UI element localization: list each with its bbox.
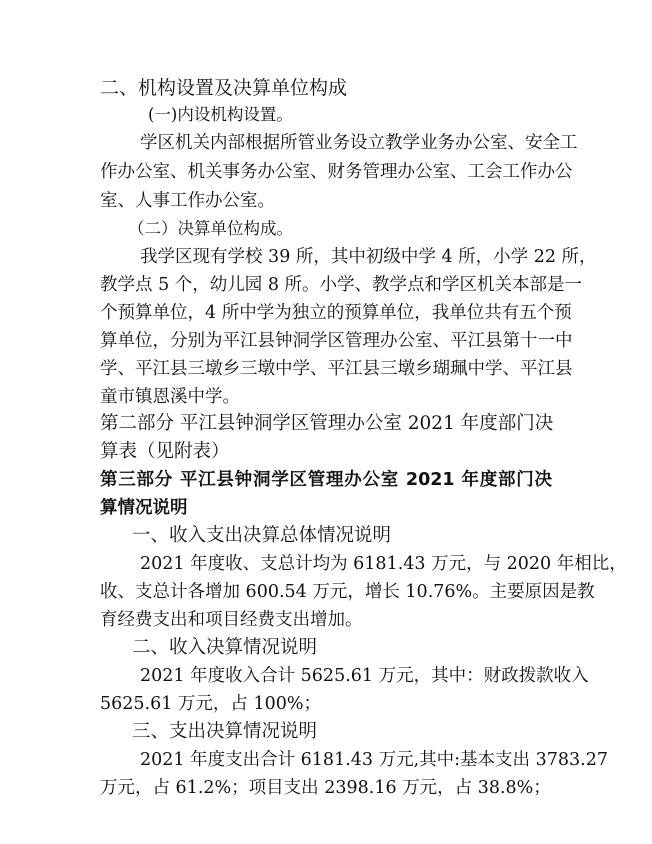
paragraph-line: 2021 年度收、支总计均为 6181.43 万元，与 2020 年相比， — [140, 554, 627, 574]
paragraph-line: 教学点 5 个，幼儿园 8 所。小学、教学点和学区机关本部是一 — [100, 275, 583, 295]
part-heading: 第二部分 平江县钟洞学区管理办公室 2021 年度部门决 — [100, 413, 554, 434]
subsection-heading: (一)内设机构设置。 — [148, 105, 293, 124]
part-heading: 第三部分 平江县钟洞学区管理办公室 2021 年度部门决 — [100, 470, 552, 490]
part-heading: 算情况说明 — [100, 498, 188, 518]
paragraph-line: 5625.61 万元，占 100%； — [100, 694, 322, 714]
paragraph-line: 2021 年度收入合计 5625.61 万元，其中：财政拨款收入 — [140, 666, 589, 686]
paragraph-line: 育经费支出和项目经费支出增加。 — [100, 610, 363, 630]
subsection-heading: 三、支出决算情况说明 — [132, 721, 318, 742]
paragraph-line: 室、人事工作办公室。 — [100, 191, 275, 211]
paragraph-line: 万元，占 61.2%；项目支出 2398.16 万元，占 38.8%； — [100, 778, 551, 798]
paragraph-line: 算单位，分别为平江县钟洞学区管理办公室、平江县第十一中 — [100, 331, 573, 351]
paragraph-line: 收、支总计各增加 600.54 万元，增长 10.76%。主要原因是教 — [100, 582, 595, 602]
paragraph-line: 我学区现有学校 39 所，其中初级中学 4 所，小学 22 所， — [140, 247, 597, 267]
paragraph-line: 2021 年度支出合计 6181.43 万元,其中:基本支出 3783.27 — [140, 750, 608, 770]
paragraph-line: 作办公室、机关事务办公室、财务管理办公室、工会工作办公 — [100, 162, 573, 182]
part-heading: 算表（见附表） — [100, 441, 230, 462]
paragraph-line: 学、平江县三墩乡三墩中学、平江县三墩乡瑚珮中学、平江县 — [100, 359, 573, 379]
paragraph-line: 学区机关内部根据所管业务设立教学业务办公室、安全工 — [140, 133, 578, 153]
section-heading: 二、机构设置及决算单位构成 — [100, 77, 348, 99]
paragraph-line: 个预算单位，4 所中学为独立的预算单位，我单位共有五个预 — [100, 303, 572, 323]
subsection-heading: 一、收入支出决算总体情况说明 — [132, 525, 392, 546]
paragraph-line: 童市镇恩溪中学。 — [100, 387, 240, 407]
subsection-heading: 二、收入决算情况说明 — [132, 637, 318, 658]
subsection-heading: （二）决算单位构成。 — [128, 219, 293, 238]
